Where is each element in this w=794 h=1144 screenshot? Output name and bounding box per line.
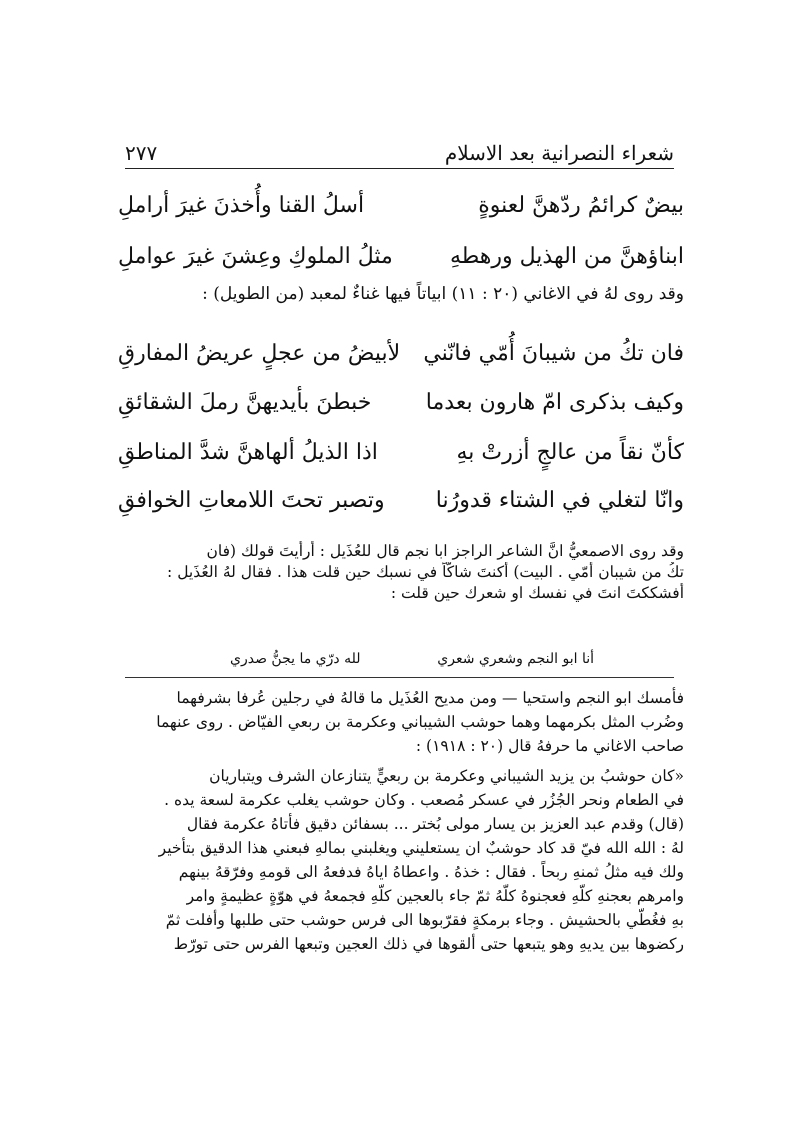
- verse-hemistich-left: لأبيضُ من عجلٍ عريضُ المفارقِ: [118, 340, 401, 366]
- verse-line: [118, 236, 684, 276]
- verse-line: [118, 185, 684, 225]
- verse-hemistich-right: بيضٌ كرائمُ ردّهنَّ لعنوةٍ: [478, 192, 684, 218]
- text-line: ركضوها بين يديهِ وهو يتبعها حتى ألقوها في ذلك العجين وتبعها الفرس حتى تورّط: [173, 935, 684, 953]
- paragraph: [118, 541, 684, 604]
- quoted-verse: [230, 646, 594, 672]
- verse-hemistich-right: فان تكُ من شيبانَ أُمّي فانّني: [423, 340, 684, 366]
- verse-hemistich-left: وتصبر تحتَ اللامعاتِ الخوافقِ: [118, 487, 385, 513]
- verse-hemistich-left: خبطنَ بأيديهنَّ رملَ الشقائقِ: [118, 389, 372, 415]
- verse-line: [118, 432, 684, 472]
- text-line: فأمسك ابو النجم واستحيا — ومن مديح العُذَيل ما قالهُ في رجلين عُرفا بشرفهما: [176, 689, 684, 707]
- text-line: وامرهم بعجنهِ كلّهِ فعجنوهُ كلّهُ ثمّ جاء بالعجين كلّهِ فجمعهُ في هوّةٍ عظيمةٍ وامر: [186, 887, 684, 905]
- verse-hemistich-left: أسلُ القنا وأُخذنَ غيرَ أراملِ: [118, 192, 365, 218]
- text-line: لهُ : الله الله فيّ قد كاد حوشبٌ ان يستعليني ويغلبني بمالهِ فبعني هذا الدقيق بتأخير: [158, 839, 684, 857]
- text-line: صاحب الاغاني ما حرفهُ قال (٢٠ : ١٩١٨) :: [415, 737, 684, 755]
- verse-hemistich-right: كأنّ نقاً من عالجٍ أزرتْ بهِ: [456, 439, 684, 465]
- verse-line: [118, 333, 684, 373]
- verse-hemistich-right: وانّا لتغلي في الشتاء قدورُنا: [435, 487, 684, 513]
- verse-line: [118, 382, 684, 422]
- page-number: ٢٧٧: [125, 141, 158, 165]
- verse-hemistich-right: وكيف بذكرى امّ هارون بعدما: [425, 389, 684, 415]
- divider-rule: [125, 677, 674, 678]
- text-line: وضُرب المثل بكرمهما وهما حوشب الشيباني وعكرمة بن ربعي الفيّاض . روى عنهما: [156, 713, 684, 731]
- text-line: ولك فيه مثلُ ثمنهِ ربحاً . فقال : خذهُ . واعطاهُ اياهُ فدفعهُ الى قومهِ وفرّقهُ بينهم: [178, 863, 684, 881]
- intro-line: وقد روى لهُ في الاغاني (٢٠ : ١١) ابياتاً فيها غناءٌ لمعبد (من الطويل) :: [202, 284, 684, 304]
- text-line: (قال) وقدم عبد العزيز بن يسار مولى بُختر ... بسفائن دقيق فأتاهُ عكرمة فقال: [186, 815, 684, 833]
- text-line: تكُ من شيبان أُمّي . البيت) أكنتَ شاكّاً في نسبك حين قلت هذا . فقال لهُ العُذَيل :: [167, 563, 684, 581]
- text-line: «كان حوشبُ بن يزيد الشيباني وعكرمة بن ربعيٍّ يتنازعان الشرف ويتباريان: [209, 767, 684, 785]
- text-line: في الطعام ونحر الجُزُر في عسكر مُصعب . وكان حوشب يغلب عكرمة لسعة يده .: [164, 791, 684, 809]
- paragraph: [118, 686, 684, 956]
- verse-hemistich-left: اذا الذيلُ ألهاهنَّ شدَّ المناطقِ: [118, 439, 378, 465]
- verse-hemistich-left: لله درّي ما يجنُّ صدري: [230, 651, 361, 667]
- text-line: أفشككتَ انتَ في نفسك او شعرك حين قلت :: [390, 584, 684, 602]
- text-line: بهِ فغُطّي بالحشيش . وجاء برمكةٍ فقرّبوها الى فرس حوشب حتى طلبها وأفلت ثمّ: [165, 911, 684, 929]
- verse-hemistich-left: مثلُ الملوكِ وعِشنَ غيرَ عواملِ: [118, 243, 393, 269]
- page-header: [125, 134, 674, 169]
- text-line: وقد روى الاصمعيُّ انَّ الشاعر الراجز ابا نجم قال للعُذَيل : أرأيتَ قولك (فان: [206, 542, 684, 560]
- running-title: شعراء النصرانية بعد الاسلام: [444, 141, 674, 165]
- verse-hemistich-right: ابناؤهنَّ من الهذيل ورهطهِ: [449, 243, 684, 269]
- verse-hemistich-right: أنا ابو النجم وشعري شعري: [437, 651, 594, 667]
- verse-line: [118, 480, 684, 520]
